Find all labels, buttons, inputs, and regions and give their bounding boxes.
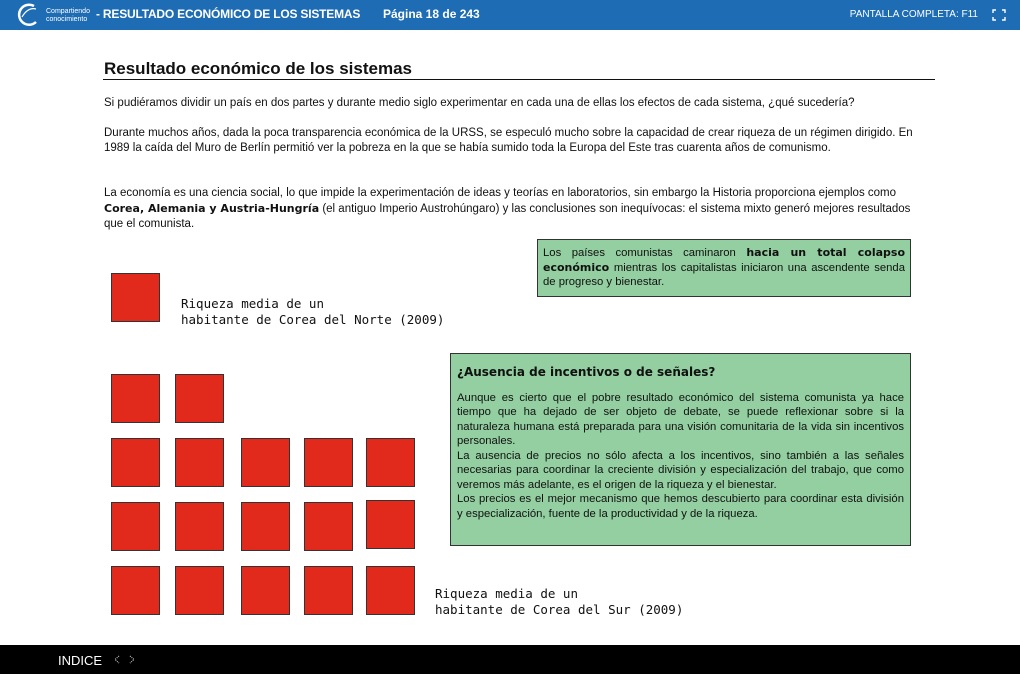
- top-bar: [0, 0, 1020, 30]
- south-wealth-square: [175, 374, 224, 423]
- index-link[interactable]: INDICE: [58, 653, 103, 668]
- bottom-bar: [0, 645, 1020, 674]
- collapse-callout: [537, 239, 911, 297]
- collapse-text-b: mientras los capitalistas iniciaron una ascendente senda de progreso y bienestar.: [543, 261, 905, 288]
- logo-line1: Compartiendo: [46, 8, 90, 15]
- prev-arrow-icon[interactable]: [113, 655, 121, 664]
- north-caption-line2: habitante de Corea del Norte (2009): [181, 311, 445, 327]
- south-wealth-square: [111, 502, 160, 551]
- south-caption-line2: habitante de Corea del Sur (2009): [435, 601, 684, 617]
- logo-line2: conocimiento: [46, 16, 88, 23]
- page-title: Resultado económico de los sistemas: [104, 59, 412, 78]
- economy-paragraph: [104, 186, 932, 232]
- south-wealth-square: [241, 438, 290, 487]
- north-wealth-square: [111, 273, 160, 322]
- south-wealth-square: [304, 566, 353, 615]
- south-caption-line1: Riqueza media de un: [435, 586, 578, 601]
- south-wealth-square: [241, 502, 290, 551]
- breadcrumb: - RESULTADO ECONÓMICO DE LOS SISTEMAS: [96, 7, 361, 21]
- page-counter: Página 18 de 243: [383, 7, 480, 21]
- south-wealth-square: [304, 438, 353, 487]
- south-wealth-square: [111, 566, 160, 615]
- collapse-highlight: hacia un total colapso económico: [543, 246, 906, 274]
- economy-text-b: (el antiguo Imperio Austrohúngaro) y las conclusiones son inequívocas: el sistema mixto generó mejores resultados que el comunista.: [104, 203, 911, 230]
- economy-text-a: La economía es una ciencia social, lo que impide la experimentación de ideas y teorías en laboratorios, sin embargo la Historia proporciona ejemplos como: [104, 187, 897, 199]
- incentives-heading: ¿Ausencia de incentivos o de señales?: [457, 365, 716, 379]
- fullscreen-label[interactable]: PANTALLA COMPLETA: F11: [849, 9, 978, 20]
- south-wealth-square: [241, 566, 290, 615]
- north-caption-line1: Riqueza media de un: [181, 296, 324, 311]
- incentives-callout: [450, 353, 911, 546]
- south-wealth-square: [111, 374, 160, 423]
- south-wealth-square: [111, 438, 160, 487]
- south-wealth-square: [366, 500, 415, 549]
- next-arrow-icon[interactable]: [128, 655, 136, 664]
- south-wealth-square: [175, 566, 224, 615]
- incentives-paragraph-1: Aunque es cierto que el pobre resultado económico del sistema comunista ya hace tiempo que ha dejado de ser objeto de debate, se puede reflexionar sobre si la naturaleza humana está preparada para una visión comunitaria de la vida sin incentivos personales.: [457, 391, 904, 447]
- urss-paragraph: Durante muchos años, dada la poca transparencia económica de la URSS, se especuló mucho sobre la capacidad de crear riqueza de un régimen dirigido. En 1989 la caída del Muro de Berlín permitió ver la pobreza en la que se había sumido toda la Europa del Este tras cuarenta años de comunismo.: [104, 127, 913, 154]
- logo-text: [46, 8, 90, 24]
- south-wealth-square: [175, 438, 224, 487]
- south-wealth-square: [175, 502, 224, 551]
- collapse-text-a: Los países comunistas caminaron: [543, 247, 747, 259]
- title-divider: [103, 79, 935, 80]
- expand-icon[interactable]: [992, 9, 1006, 21]
- south-wealth-square: [304, 502, 353, 551]
- incentives-paragraph-2: La ausencia de precios no sólo afecta a los incentivos, sino también a las señales necesarias para coordinar la creciente división y especialización del trabajo, que como veremos más adelante, es el origen de la riqueza y el bienestar.: [457, 449, 904, 491]
- south-caption: [435, 586, 683, 617]
- logo-icon: [16, 3, 44, 27]
- economy-examples: Corea, Alemania y Austria-Hungría: [104, 202, 320, 215]
- south-wealth-square: [366, 566, 415, 615]
- north-caption: [181, 296, 444, 327]
- incentives-paragraph-3: Los precios es el mejor mecanismo que hemos descubierto para coordinar esta división y especialización, fuente de la productividad y de la riqueza.: [457, 493, 904, 520]
- logo[interactable]: [16, 3, 90, 27]
- intro-paragraph: Si pudiéramos dividir un país en dos partes y durante medio siglo experimentar en cada una de ellas los efectos de cada sistema, ¿qué sucedería?: [104, 97, 855, 109]
- south-wealth-square: [366, 438, 415, 487]
